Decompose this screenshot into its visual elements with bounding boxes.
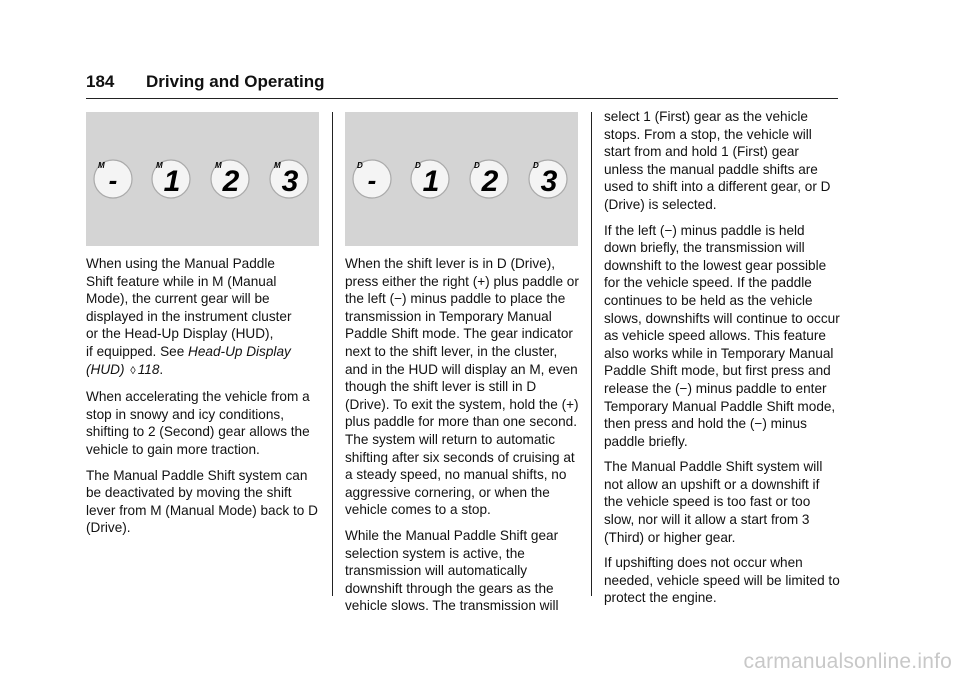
gear-icon-dash (94, 160, 132, 198)
gear-prefix: D (357, 161, 363, 170)
column-1 (86, 255, 318, 545)
paragraph-upshift-protection: If upshifting does not occur when needed, vehicle speed will be limited to protect the engine. (604, 555, 840, 606)
header-rule (86, 98, 838, 99)
paragraph-speed-limits: The Manual Paddle Shift system will not allow an upshift or a downshift if the vehicle speed is too fast or too slow, nor will it allow a start from 3 (Third) or higher gear. (604, 459, 823, 545)
paragraph-deactivation: The Manual Paddle Shift system can be deactivated by moving the shift lever from M (Manual Mode) back to D (Drive). (86, 467, 318, 536)
page-reference-icon: ◊ (130, 364, 136, 377)
gear-icon-2 (470, 160, 508, 198)
column-divider-2 (591, 112, 592, 596)
hud-reference-page[interactable]: 118 (137, 361, 160, 377)
gear-display-illustration-m (86, 112, 319, 246)
gear-icon-1 (411, 160, 449, 198)
gear-icon-3 (270, 160, 308, 198)
gear-prefix: M (156, 161, 163, 170)
gear-label: 1 (422, 165, 440, 198)
column-divider-1 (332, 112, 333, 596)
watermark: carmanualsonline.info (743, 650, 952, 673)
figure-drive-mode-gears (345, 112, 578, 246)
gear-label: - (367, 165, 377, 195)
paragraph-snowy-conditions: When accelerating the vehicle from a stop in snowy and icy conditions, shifting to 2 (Second) gear allows the vehicle to gain more traction. (86, 389, 310, 457)
gear-label: 2 (222, 165, 240, 198)
paragraph-manual-mode-display: When using the Manual Paddle Shift feature while in M (Manual Mode), the current gear will be displayed in the instrument cluster or the Head-Up Display (HUD), if equipped. See Head-Up Display (HUD) ◊ 118. (86, 256, 292, 377)
gear-icon-1 (152, 160, 190, 198)
column-3 (604, 108, 840, 615)
gear-label: 2 (481, 165, 499, 198)
figure-manual-mode-gears (86, 112, 319, 246)
paragraph-auto-downshift: While the Manual Paddle Shift gear selection system is active, the transmission will automatically downshift through the gears as the vehicle slows. The transmission will (345, 527, 559, 614)
gear-prefix: M (98, 161, 105, 170)
hud-reference-link[interactable]: Head-Up Display (HUD) (86, 343, 291, 377)
gear-prefix: M (274, 161, 281, 170)
page-number: 184 (86, 72, 115, 91)
gear-label: - (108, 165, 118, 195)
gear-prefix: D (415, 161, 421, 170)
gear-prefix: D (474, 161, 480, 170)
gear-prefix: M (215, 161, 222, 170)
column-2 (345, 255, 581, 623)
page-header (86, 70, 838, 100)
gear-display-illustration-d (345, 112, 578, 246)
paragraph-minus-paddle-hold: If the left (−) minus paddle is held down briefly, the transmission will downshift to the lowest gear possible for the vehicle speed. If the paddle continues to be held as the vehicle slows, downshifts will continue to occur as vehicle speed allows. This feature also works while in Temporary Manual Paddle Shift mode, but first press and release the (−) minus paddle to enter Temporary Manual Paddle Shift mode, then press and hold the (−) minus paddle briefly. (604, 222, 840, 449)
gear-label: 3 (281, 165, 299, 198)
gear-label: 1 (163, 165, 181, 198)
gear-icon-3 (529, 160, 567, 198)
gear-icon-dash (353, 160, 391, 198)
paragraph-temporary-manual-mode: When the shift lever is in D (Drive), press either the right (+) plus paddle or the left (−) minus paddle to place the transmission in Temporary Manual Paddle Shift mode. The gear indicator next to the shift lever, in the cluster, and in the HUD will display an M, even though the shift lever is still in D (Drive). To exit the system, hold the (+) plus paddle for more than one second. The system will return to automatic shifting after six seconds of cruising at a steady speed, no manual shifts, no aggressive cornering, or when the vehicle comes to a stop. (345, 256, 579, 518)
paragraph-first-gear-stop: select 1 (First) gear as the vehicle stops. From a stop, the vehicle will start from and hold 1 (First) gear unless the manual paddle shifts are used to shift into a different gear, or D (Drive) is selected. (604, 109, 831, 212)
gear-icon-2 (211, 160, 249, 198)
gear-label: 3 (540, 165, 558, 198)
gear-prefix: D (533, 161, 539, 170)
section-title: Driving and Operating (146, 72, 325, 91)
